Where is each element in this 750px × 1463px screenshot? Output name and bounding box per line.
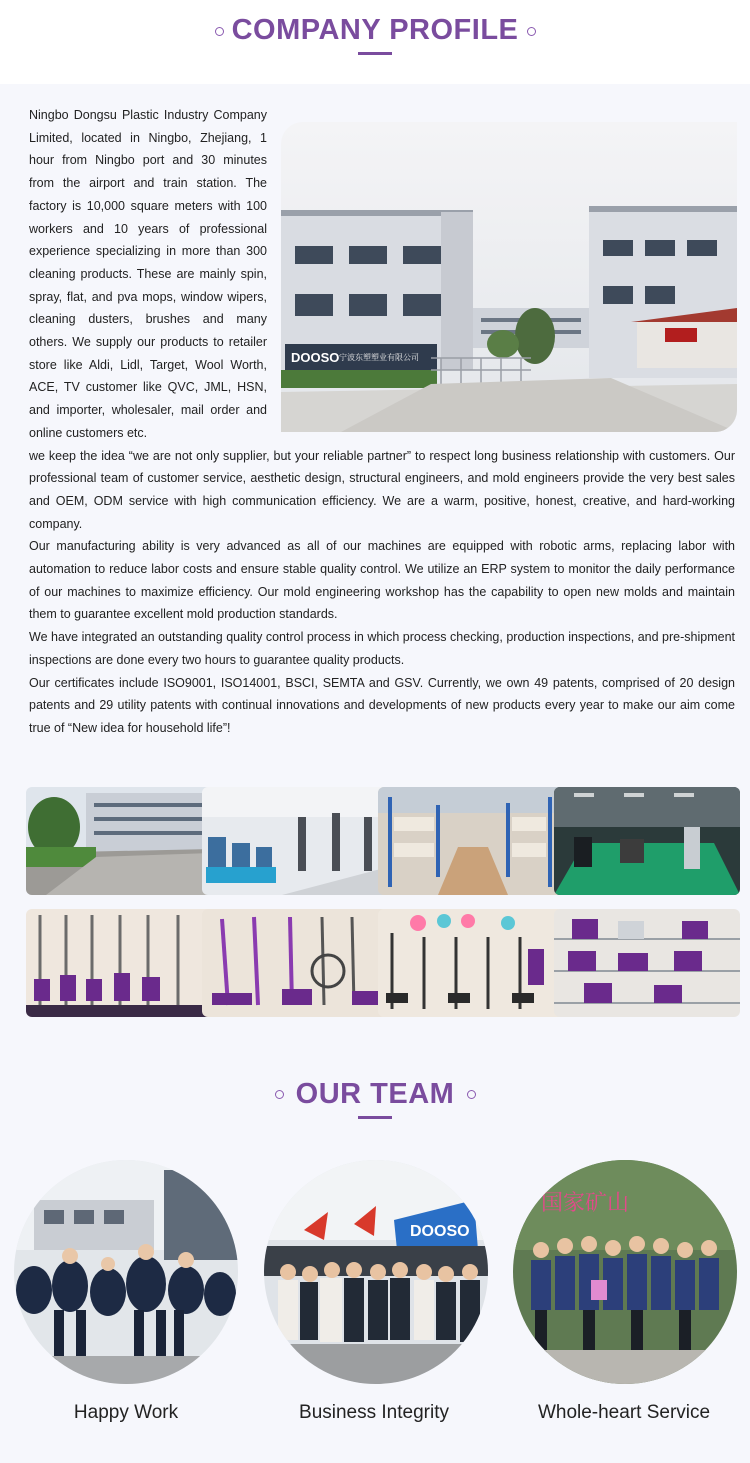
gallery-photo-workshop-floor [554,787,740,895]
gallery-photo-mop-display-2 [202,909,388,1017]
gallery-photo-assembly-line [202,787,388,895]
flag-dooso-text: DOOSO [410,1223,470,1240]
business-integrity-image [264,1160,488,1384]
profile-paragraph-5: Our certificates include ISO9001, ISO14001, BSCI, SEMTA and GSV. Currently, we own 49 patents, comprised of 20 design patents and 29 utility patents with continual innovations and developments of new products every year to make our aim come true of “New idea for household life”! [29,675,735,735]
warehouse-image [378,787,564,895]
factory-gallery [0,787,750,1019]
dooso-sign-text: DOOSO [291,350,340,365]
gallery-photo-brush-display [378,909,564,1017]
team-photo-happy-work [14,1160,238,1384]
team-caption-whole-heart-service: Whole-heart Service [537,1402,711,1423]
company-cn-sign-text: 宁波东塑塑业有限公司 [339,353,419,362]
profile-paragraph-2: we keep the idea “we are not only supplier, but your reliable partner” to respect long business relationship with customers. Our professional team of customer service, aesthetic design, structural engineers, and mold engineers provide the very best sales and OEM, ODM service with high communication efficiency. We are a warm, positive, honest, creative, and hard-working company. [29,448,735,531]
profile-intro-paragraph: Ningbo Dongsu Plastic Industry Company Limited, located in Ningbo, Zhejiang, 1 hour from Ningbo port and 30 minutes from the airport and train station. The factory is 10,000 square meters with 100 workers and 10 years of professional experience specializing in more than 300 cleaning products. These are mainly spin, spray, flat, and pva mops, window wipers, cleaning dusters, brushes and many others. We supply our products to retailer store like Aldi, Lidl, Target, Wool Worth, ACE, TV customer like QVC, JML, HSN, and importer, wholesaler, mail order and online customers etc. [29,108,267,440]
company-profile-text [29,104,735,740]
team-caption-happy-work: Happy Work [73,1402,179,1423]
our-team-title: OUR TEAM [295,1078,455,1110]
workshop-floor-image [554,787,740,895]
mop-display-1-image [26,909,212,1017]
gallery-photo-warehouse [378,787,564,895]
profile-paragraph-4: We have integrated an outstanding quality control process in which process checking, production inspections, and pre-shipment inspections are done every two hours to guarantee quality products. [29,630,735,667]
team-photo-business-integrity [264,1160,488,1384]
happy-work-image [14,1160,238,1384]
brush-display-image [378,909,564,1017]
factory-building-image [281,122,737,432]
title-underline [358,52,392,55]
factory-building-photo [281,122,737,432]
team-photo-whole-heart-service [513,1160,737,1384]
mop-display-2-image [202,909,388,1017]
whole-heart-service-image [513,1160,737,1384]
team-title-underline [358,1116,392,1119]
gallery-photo-bucket-shelves [554,909,740,1017]
team-title-dot-right-icon [467,1090,476,1099]
gallery-photo-mop-display-1 [26,909,212,1017]
gallery-photo-factory-road [26,787,212,895]
team-caption-business-integrity: Business Integrity [299,1402,449,1423]
profile-paragraph-3: Our manufacturing ability is very advanced as all of our machines are equipped with robotic arms, replacing labor with automation to reduce labor costs and ensure stable quality control. We utilize an ERP system to monitor the daily performance of our machines to maximize efficiency. Our mold engineering workshop has the capability to open new molds and maintain them to guarantee excellent mold production standards. [29,539,735,622]
factory-road-image [26,787,212,895]
title-dot-right-icon [527,27,536,36]
company-profile-title: COMPANY PROFILE [231,14,519,46]
sign-text: 国家矿山 [541,1191,630,1216]
assembly-line-image [202,787,388,895]
bucket-shelves-image [554,909,740,1017]
